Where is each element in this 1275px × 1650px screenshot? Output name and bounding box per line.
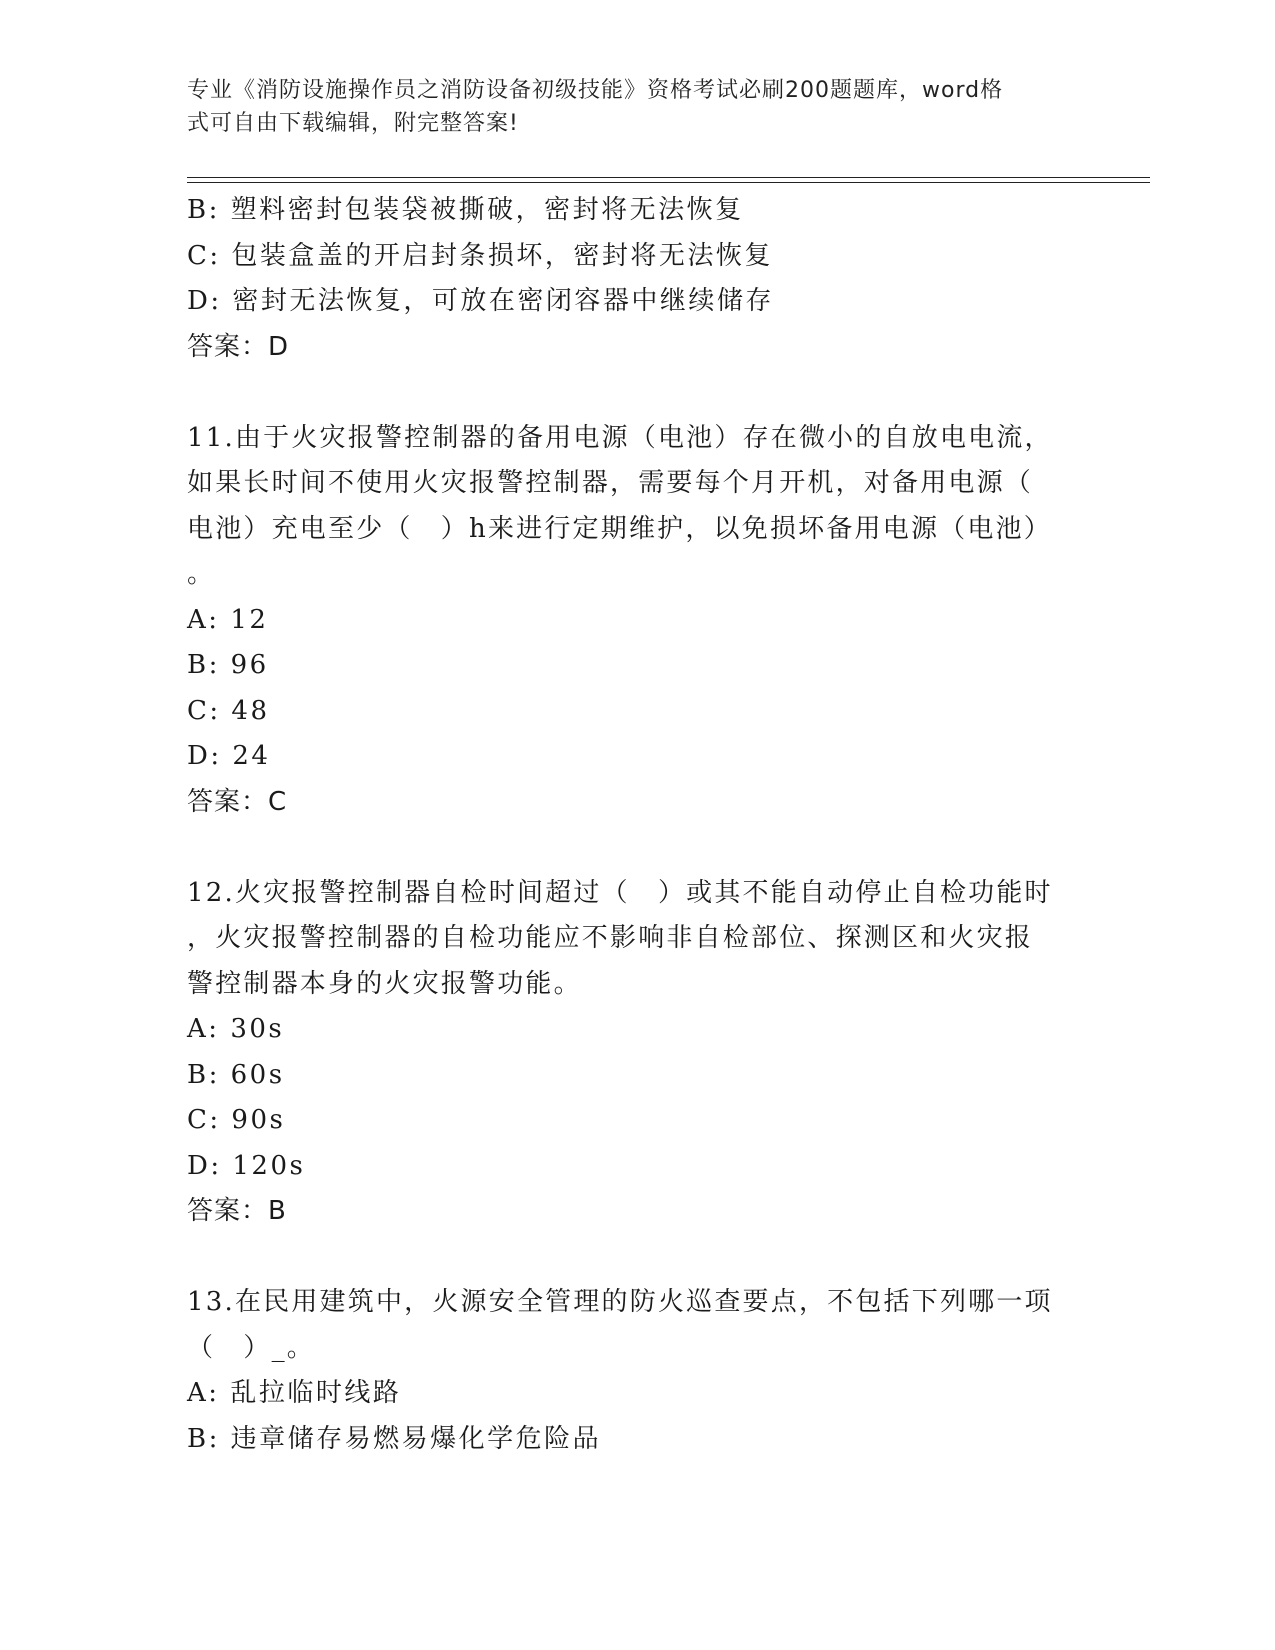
option-text: 48 bbox=[231, 695, 270, 726]
header-line-1: 专业《消防设施操作员之消防设备初级技能》资格考试必刷200题题库，word格 bbox=[187, 78, 1004, 103]
header-divider-bottom bbox=[187, 182, 1150, 183]
option-text: 24 bbox=[232, 741, 271, 771]
option-a bbox=[187, 1007, 1087, 1053]
option-label: A: bbox=[187, 1378, 220, 1408]
option-label: B: bbox=[187, 195, 220, 225]
question-10-continuation bbox=[187, 188, 1087, 370]
option-text: 包装盒盖的开启封条损坏，密封将无法恢复 bbox=[231, 240, 773, 271]
spacer bbox=[187, 825, 1087, 871]
question-line: 11.由于火灾报警控制器的备用电源（电池）存在微小的自放电电流， bbox=[187, 422, 1053, 453]
option-label: D: bbox=[187, 1150, 222, 1181]
option-text: 违章储存易燃易爆化学危险品 bbox=[230, 1423, 602, 1454]
option-b bbox=[187, 188, 1087, 234]
option-text: 塑料密封包装袋被撕破，密封将无法恢复 bbox=[230, 195, 744, 225]
header-divider-top bbox=[187, 177, 1150, 178]
option-label: A: bbox=[187, 1014, 220, 1044]
question-text bbox=[187, 871, 1087, 1008]
question-line: 警控制器本身的火灾报警功能。 bbox=[187, 968, 582, 999]
question-11 bbox=[187, 416, 1087, 826]
option-text: 90s bbox=[231, 1105, 286, 1135]
option-label: D: bbox=[187, 741, 222, 771]
question-line: 12.火灾报警控制器自检时间超过（ ）或其不能自动停止自检功能时 bbox=[187, 877, 1053, 908]
question-line: 电池）充电至少（ ）h来进行定期维护，以免损坏备用电源（电池） bbox=[187, 513, 1052, 544]
question-line: （ ）_。 bbox=[187, 1332, 316, 1363]
option-c bbox=[187, 234, 1087, 280]
option-label: A: bbox=[187, 604, 220, 635]
option-text: 96 bbox=[230, 650, 269, 680]
option-a bbox=[187, 1371, 1087, 1417]
option-text: 乱拉临时线路 bbox=[230, 1378, 402, 1408]
option-text: 120s bbox=[232, 1150, 306, 1181]
option-b bbox=[187, 1053, 1087, 1099]
option-b bbox=[187, 643, 1087, 689]
document-header bbox=[187, 74, 1067, 140]
question-12 bbox=[187, 871, 1087, 1235]
option-label: B: bbox=[187, 1059, 220, 1090]
question-line: 13.在民用建筑中，火源安全管理的防火巡查要点，不包括下列哪一项 bbox=[187, 1287, 1053, 1317]
option-text: 60s bbox=[230, 1059, 285, 1090]
option-text: 密封无法恢复，可放在密闭容器中继续储存 bbox=[232, 286, 774, 316]
spacer bbox=[187, 1235, 1087, 1281]
option-c bbox=[187, 689, 1087, 735]
header-line-2: 式可自由下载编辑，附完整答案! bbox=[187, 111, 519, 136]
answer-line: 答案：D bbox=[187, 331, 290, 362]
option-label: D: bbox=[187, 286, 222, 316]
question-text bbox=[187, 1280, 1087, 1371]
answer-line: 答案：C bbox=[187, 786, 288, 817]
answer-line: 答案：B bbox=[187, 1196, 287, 1226]
option-a bbox=[187, 598, 1087, 644]
spacer bbox=[187, 370, 1087, 416]
question-line: ，火灾报警控制器的自检功能应不影响非自检部位、探测区和火灾报 bbox=[187, 923, 1034, 953]
option-label: C: bbox=[187, 240, 221, 271]
document-body bbox=[187, 188, 1087, 1462]
option-label: C: bbox=[187, 1105, 221, 1135]
option-label: C: bbox=[187, 695, 221, 726]
option-label: B: bbox=[187, 1423, 220, 1454]
option-label: B: bbox=[187, 650, 220, 680]
option-c bbox=[187, 1098, 1087, 1144]
option-text: 12 bbox=[230, 604, 269, 635]
question-13 bbox=[187, 1280, 1087, 1462]
option-d bbox=[187, 1144, 1087, 1190]
question-line: 如果长时间不使用火灾报警控制器，需要每个月开机，对备用电源（ bbox=[187, 468, 1034, 498]
option-d bbox=[187, 734, 1087, 780]
question-line: 。 bbox=[187, 559, 216, 589]
option-text: 30s bbox=[230, 1014, 285, 1044]
option-d bbox=[187, 279, 1087, 325]
question-text bbox=[187, 416, 1087, 598]
option-b bbox=[187, 1417, 1087, 1463]
